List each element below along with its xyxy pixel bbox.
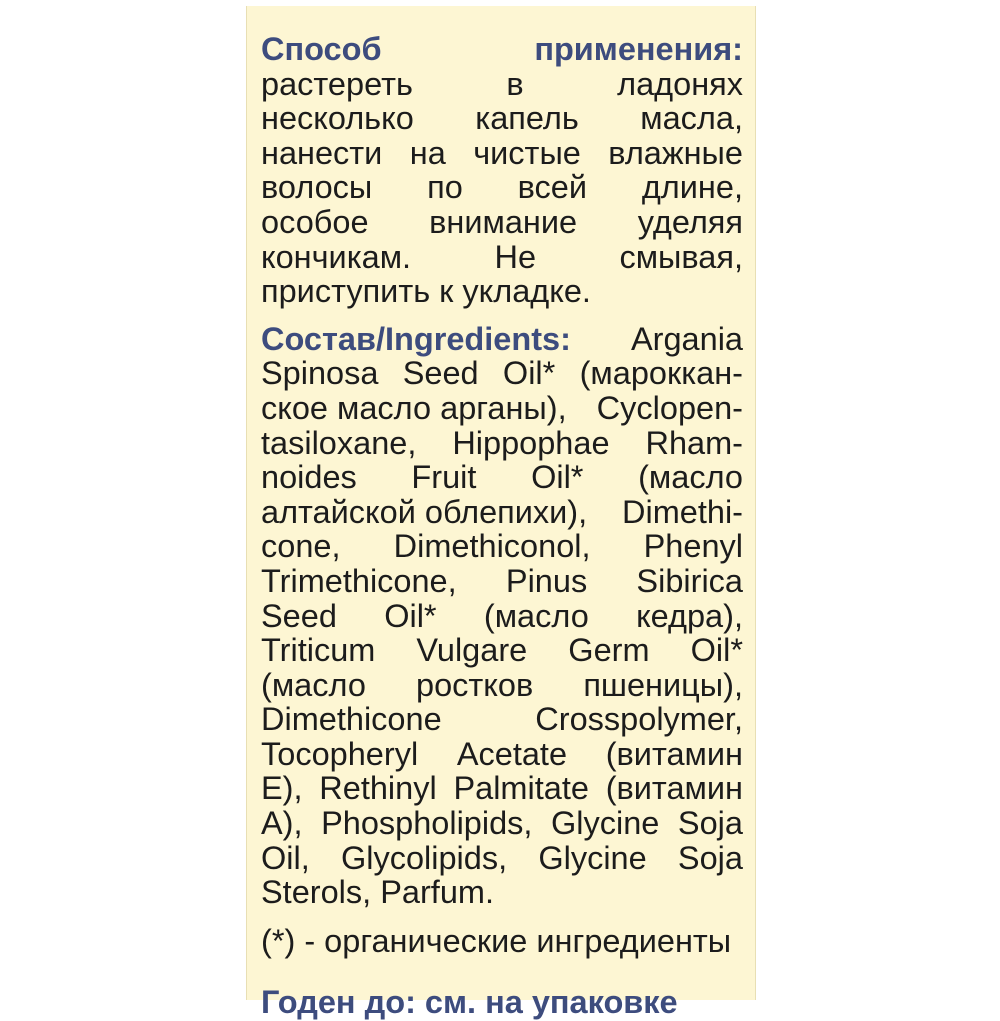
word: Seed xyxy=(402,355,479,392)
text-line xyxy=(261,426,743,461)
word: смывая, xyxy=(619,238,743,275)
word: Phospholipids, xyxy=(321,805,533,842)
word: ское масло арганы), xyxy=(261,389,567,426)
text-line xyxy=(261,668,743,703)
word: на xyxy=(409,134,446,171)
text-line xyxy=(261,391,743,426)
word: приступить к укладке. xyxy=(261,273,591,310)
word: (мароккан- xyxy=(579,355,743,392)
word: Glycine xyxy=(551,805,660,842)
usage-section xyxy=(261,32,743,309)
text-line xyxy=(261,356,743,391)
word: всей xyxy=(517,169,588,206)
text-line xyxy=(261,633,743,668)
word: Triticum xyxy=(261,632,376,669)
text-line xyxy=(261,67,743,102)
text-line xyxy=(261,460,743,495)
word: несколько xyxy=(261,100,414,137)
word: Palmitate xyxy=(453,770,589,807)
organic-note xyxy=(261,924,743,959)
label-text xyxy=(261,32,743,958)
word: Pinus xyxy=(505,562,588,599)
word: Rham- xyxy=(645,424,743,461)
word: E), xyxy=(261,770,303,807)
word: ладонях xyxy=(617,65,743,102)
section-heading: применения: xyxy=(534,31,743,67)
text-line xyxy=(261,564,743,599)
text-line xyxy=(261,32,743,67)
word: Soja xyxy=(677,805,743,842)
section-heading: Состав/Ingredients: xyxy=(261,320,571,357)
word: Не xyxy=(494,238,537,275)
text-line xyxy=(261,806,743,841)
word: Germ xyxy=(568,632,650,669)
text-line xyxy=(261,101,743,136)
text-line xyxy=(261,702,743,737)
word: кедра), xyxy=(636,597,743,634)
cutoff-heading: Годен до: см. на упаковке xyxy=(261,984,678,1020)
word: Glycolipids, xyxy=(340,839,508,876)
text-line xyxy=(261,841,743,876)
word: Rethinyl xyxy=(319,770,437,807)
text-line xyxy=(261,322,743,357)
word: (масло xyxy=(261,666,366,703)
word: кончикам. xyxy=(261,238,412,275)
text-line xyxy=(261,599,743,634)
word: cone, xyxy=(261,528,341,565)
text-line xyxy=(261,205,743,240)
organic-note-text: (*) - органические ингредиенты xyxy=(261,922,732,959)
word: (масло xyxy=(638,459,743,496)
text-line xyxy=(261,875,743,910)
word: (витамин xyxy=(605,770,743,807)
word: Dimethicone xyxy=(261,701,442,738)
word: Sibirica xyxy=(636,562,743,599)
word: Oil* xyxy=(690,632,743,669)
word: пшеницы), xyxy=(583,666,743,703)
word: длине, xyxy=(641,169,743,206)
text-line xyxy=(261,771,743,806)
ingredients-section xyxy=(261,322,743,910)
word: Oil, xyxy=(261,839,310,876)
text-line xyxy=(261,136,743,171)
word: noides xyxy=(261,459,357,496)
word: Cyclopen- xyxy=(596,389,743,426)
word: в xyxy=(506,65,524,102)
word: Fruit xyxy=(411,459,477,496)
word: (витамин xyxy=(605,735,743,772)
word: ростков xyxy=(416,666,534,703)
word: алтайской облепихи), xyxy=(261,493,588,530)
text-line xyxy=(261,737,743,772)
word: по xyxy=(427,169,463,206)
word: особое xyxy=(261,203,369,240)
word: Trimethicone, xyxy=(261,562,457,599)
word: Vulgare xyxy=(416,632,528,669)
word: Argania xyxy=(630,320,743,357)
text-line xyxy=(261,240,743,275)
text-line xyxy=(261,529,743,564)
text-line xyxy=(261,170,743,205)
word: (масло xyxy=(483,597,589,634)
word: A), xyxy=(261,805,303,842)
paragraph-gap xyxy=(261,309,743,322)
word: Oil* xyxy=(531,459,584,496)
word: Tocopheryl xyxy=(261,735,419,772)
product-label-panel xyxy=(246,6,756,1020)
word: волосы xyxy=(261,169,373,206)
text-line xyxy=(261,274,743,309)
word: Soja xyxy=(677,839,743,876)
word: Hippophae xyxy=(452,424,610,461)
word: растереть xyxy=(261,65,413,102)
word: Phenyl xyxy=(643,528,743,565)
word: масла, xyxy=(640,100,743,137)
word: Glycine xyxy=(538,839,647,876)
word: Spinosa xyxy=(261,355,379,392)
word: Oil* xyxy=(384,597,437,634)
word: tasiloxane, xyxy=(261,424,417,461)
word: нанести xyxy=(261,134,383,171)
section-heading: Способ xyxy=(261,31,382,67)
word: чистые xyxy=(473,134,581,171)
word: Acetate xyxy=(456,735,568,772)
word: Sterols, Parfum. xyxy=(261,874,494,911)
word: влажные xyxy=(608,134,743,171)
word: капель xyxy=(475,100,579,137)
word: уделяя xyxy=(637,203,743,240)
word: Crosspolymer, xyxy=(535,701,743,738)
word: Dimethi- xyxy=(622,493,743,530)
word: внимание xyxy=(429,203,578,240)
word: Dimethiconol, xyxy=(393,528,591,565)
text-line xyxy=(261,495,743,530)
word: Oil* xyxy=(502,355,556,392)
word: Seed xyxy=(261,597,337,634)
